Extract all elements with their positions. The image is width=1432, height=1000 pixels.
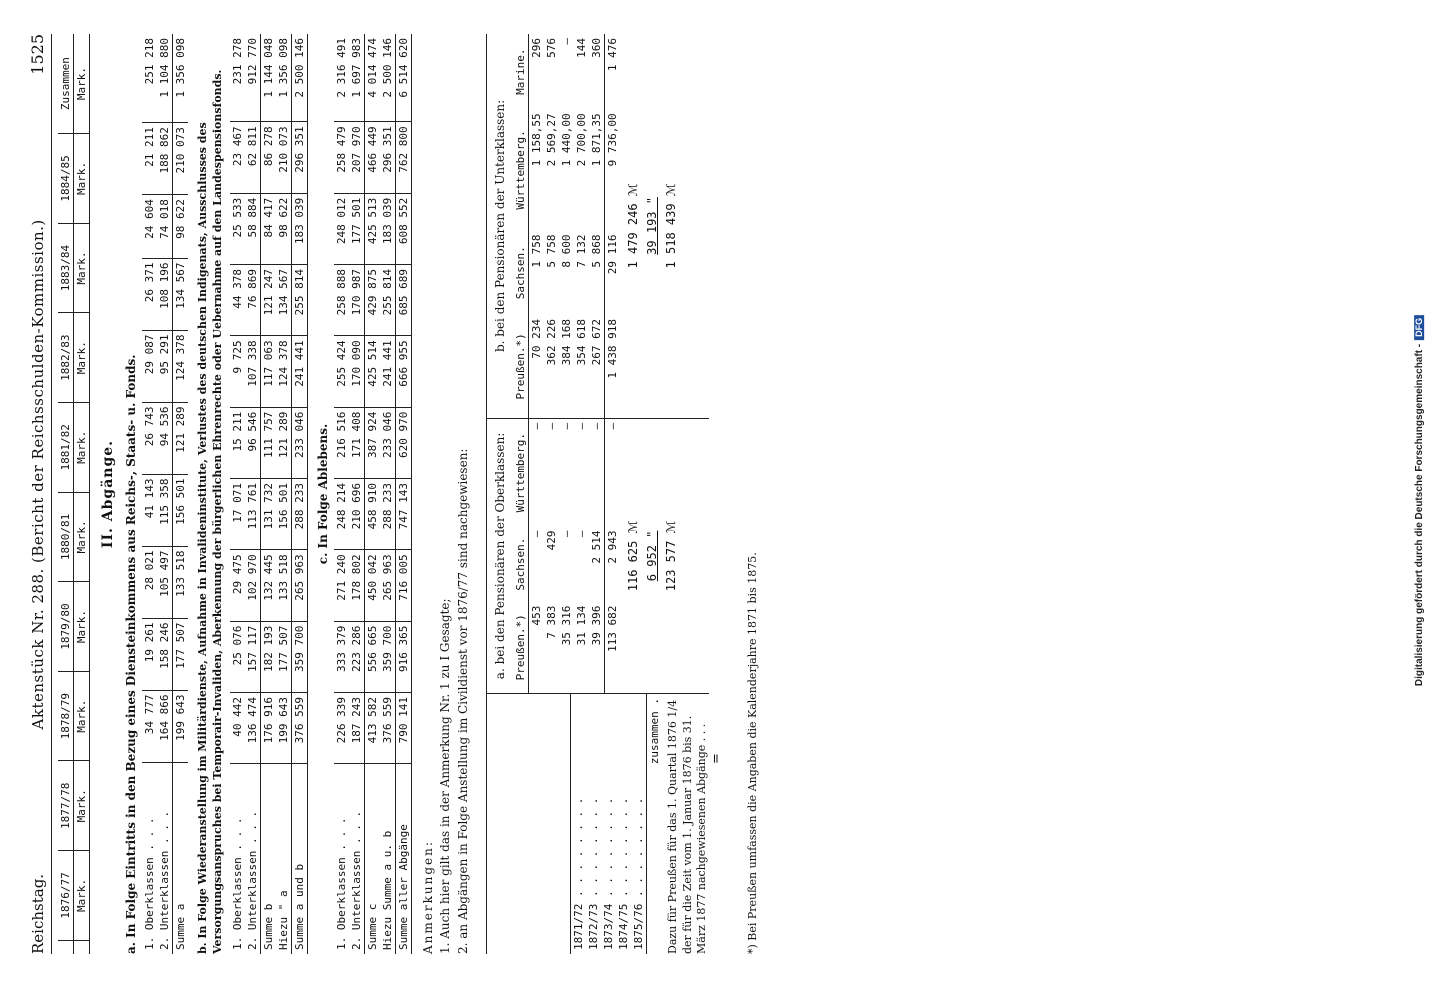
value-cell: 288 233	[380, 479, 396, 550]
pension-row	[559, 34, 574, 418]
value-cell: 466 449	[365, 122, 381, 193]
row-label: 2. Unterklassen . . .	[246, 810, 260, 950]
value-cell: 413 582	[365, 693, 381, 764]
year-header-cell: 1882/83	[58, 313, 74, 403]
value-cell: 133 518	[173, 546, 189, 618]
value-cell: 86 278	[261, 122, 277, 193]
footnote: *) Bei Preußen umfassen die Angaben die Kalenderjahre 1871 bis 1875.	[746, 552, 760, 954]
pension-year-label: 1872/73 . . . . . . . .	[587, 797, 601, 950]
pension-col-header: Württemberg.	[513, 419, 529, 527]
pension-year-label: 1874/75 . . . . . . . .	[617, 797, 631, 950]
value-cell: 1 356 098	[173, 34, 189, 123]
value-cell: 121 247	[261, 265, 277, 336]
value-cell: 40 442	[230, 693, 245, 764]
pension-row	[574, 34, 589, 418]
value-cell: 2 500 146	[292, 34, 308, 122]
part-b-title: b. In Folge Wiederanstellung im Militärdienste, Aufnahme in Invalideninstitute, Verlustes des deutschen Indigenats, Ausschlusses des Versorgungsanspruches bei Temporair-Invaliden, Aberkennung der bürgerlichen Ehrenrechte oder Uebernahme auf den Landespensionsfonds.	[196, 69, 225, 954]
value-cell: 790 141	[396, 693, 412, 764]
pension-cell: —	[529, 422, 543, 430]
pension-year-label: 1871/72 . . . . . . . .	[572, 797, 586, 950]
value-cell: 187 243	[349, 693, 365, 764]
pension-year-label: 1875/76 . . . . . . . .	[632, 797, 646, 950]
value-cell: 158 246	[157, 618, 173, 690]
year-header-cell: 1884/85	[58, 134, 74, 224]
pension-a-column	[487, 419, 709, 694]
pension-col-header: Marine.	[513, 34, 529, 109]
pension-row	[559, 419, 574, 693]
row-label: Hiezu Summe a u. b	[381, 830, 395, 950]
value-cell: 15 211	[230, 407, 245, 478]
pension-sum-label: zusammen .	[647, 694, 663, 954]
pension-cell: 35 316	[559, 605, 573, 646]
table-row	[334, 34, 349, 954]
year-header-cell: 1876/77	[58, 851, 74, 941]
value-cell: 136 474	[245, 693, 261, 764]
value-cell: 271 240	[334, 550, 349, 621]
row-label: Summe b	[261, 764, 277, 954]
value-cell: 258 479	[334, 122, 349, 193]
value-cell: 199 643	[173, 690, 189, 762]
value-cell: 23 467	[230, 122, 245, 193]
value-cell: 170 987	[349, 265, 365, 336]
pension-cell: 360	[589, 38, 603, 58]
pension-year-row	[571, 694, 587, 954]
value-cell: 265 963	[292, 550, 308, 621]
value-cell: 608 552	[396, 193, 412, 264]
value-cell: 95 291	[157, 330, 173, 402]
unit-header-cell: Mark.	[74, 851, 90, 941]
unit-header-cell: Mark.	[74, 403, 90, 493]
unit-header-cell: Mark.	[74, 223, 90, 313]
pension-cell: —	[559, 422, 573, 430]
pension-a-title: a. bei den Pensionären der Oberklassen:	[493, 432, 508, 680]
header-left: Reichstag.	[29, 873, 47, 954]
pension-header-row	[513, 34, 529, 418]
pension-cell: 7 132	[574, 234, 588, 268]
pension-b-dazu: 39 193 "	[645, 197, 660, 255]
row-label: Summe a	[173, 762, 189, 954]
pension-col-header: Württemberg.	[513, 109, 529, 230]
table-row	[230, 34, 245, 954]
value-cell: 241 441	[292, 336, 308, 407]
value-cell: 24 604	[142, 195, 157, 258]
pension-a-total: 116 625 ℳ	[625, 520, 640, 592]
part-a-table	[142, 34, 188, 954]
pension-year-label: 1873/74 . . . . . . . .	[602, 797, 616, 950]
value-cell: 620 970	[396, 407, 412, 478]
value-cell: 210 696	[349, 479, 365, 550]
pension-sum-cell: 1 476	[604, 34, 620, 109]
value-cell: 296 351	[292, 122, 308, 193]
value-cell: 29 087	[142, 330, 157, 402]
value-cell: 762 800	[396, 122, 412, 193]
value-cell: 182 193	[261, 621, 277, 692]
table-row	[245, 34, 261, 954]
sum-row	[173, 34, 189, 954]
pension-cell: 2 700,00	[574, 113, 588, 167]
total-row	[396, 34, 412, 954]
pension-year-row	[586, 694, 601, 954]
pension-cell: —	[574, 530, 588, 538]
value-cell: 183 039	[292, 193, 308, 264]
year-header-cell: 1877/78	[58, 761, 74, 851]
value-cell: 115 358	[157, 474, 173, 546]
value-cell: 132 445	[261, 550, 277, 621]
value-cell: 9 725	[230, 336, 245, 407]
pension-cell: —	[559, 530, 573, 538]
value-cell: 248 214	[334, 479, 349, 550]
pension-year-row	[601, 694, 616, 954]
table-row	[157, 34, 173, 954]
year-header-label	[58, 940, 74, 954]
pension-sum-cell: 2 943	[604, 527, 620, 602]
unit-header-cell: Mark.	[74, 134, 90, 224]
pension-b-totals	[624, 34, 682, 418]
value-cell: 376 559	[292, 693, 308, 764]
part-c-table	[334, 34, 412, 954]
pension-years-column	[487, 694, 709, 954]
page-number: 1525	[28, 34, 47, 75]
value-cell: 62 811	[245, 122, 261, 193]
value-cell: 359 700	[292, 621, 308, 692]
value-cell: 376 559	[380, 693, 396, 764]
value-cell: 157 117	[245, 621, 261, 692]
value-cell: 916 365	[396, 621, 412, 692]
note-1: 1. Auch hier gilt das in der Anmerkung Nr. 1 zu I Gesagte;	[438, 598, 453, 954]
pensions-block	[486, 34, 709, 954]
year-header-cell: 1878/79	[58, 671, 74, 761]
year-header-cell: Zusammen	[58, 34, 74, 134]
value-cell: 666 955	[396, 336, 412, 407]
value-cell: 1 697 983	[349, 34, 365, 122]
unit-header-cell: Mark.	[74, 34, 90, 134]
pension-cell: 31 134	[574, 605, 588, 646]
value-cell: 96 546	[245, 407, 261, 478]
pension-sum-row	[604, 34, 620, 418]
value-cell: 912 770	[245, 34, 261, 122]
value-cell: 233 046	[380, 407, 396, 478]
pension-cell: 70 234	[529, 319, 543, 359]
unit-header-row	[74, 34, 90, 954]
row-label: Summe aller Abgänge	[396, 764, 412, 954]
value-cell: 34 777	[142, 690, 157, 762]
pension-cell: 2 514	[589, 530, 603, 564]
value-cell: 387 924	[365, 407, 381, 478]
value-cell: 359 700	[380, 621, 396, 692]
value-cell: 156 501	[276, 479, 292, 550]
year-header-cell: 1880/81	[58, 492, 74, 582]
value-cell: 113 761	[245, 479, 261, 550]
notes	[420, 34, 472, 954]
value-cell: 177 507	[173, 618, 189, 690]
value-cell: 223 286	[349, 621, 365, 692]
pension-header-row	[513, 419, 529, 693]
value-cell: 107 338	[245, 336, 261, 407]
sum-row	[261, 34, 277, 954]
value-cell: 199 643	[276, 693, 292, 764]
pension-b-table	[513, 34, 620, 418]
pension-cell: —	[589, 422, 603, 430]
value-cell: 188 862	[157, 123, 173, 195]
hiezu-row	[276, 34, 292, 954]
unit-header-cell: Mark.	[74, 582, 90, 672]
year-header-table	[58, 34, 90, 954]
value-cell: 19 261	[142, 618, 157, 690]
pension-cell: 384 168	[559, 319, 573, 366]
value-cell: 177 507	[276, 621, 292, 692]
value-cell: 76 869	[245, 265, 261, 336]
value-cell: 29 475	[230, 550, 245, 621]
row-label: 1. Oberklassen . . .	[231, 817, 245, 950]
value-cell: 288 233	[292, 479, 308, 550]
row-label: 1. Oberklassen . . .	[143, 817, 157, 950]
pension-a-table	[513, 419, 620, 693]
value-cell: 25 076	[230, 621, 245, 692]
value-cell: 255 424	[334, 336, 349, 407]
value-cell: 156 501	[173, 474, 189, 546]
pension-cell: —	[529, 530, 543, 538]
value-cell: 98 622	[276, 193, 292, 264]
value-cell: 210 073	[276, 122, 292, 193]
value-cell: 121 289	[276, 407, 292, 478]
value-cell: 44 378	[230, 265, 245, 336]
value-cell: 111 757	[261, 407, 277, 478]
value-cell: 84 417	[261, 193, 277, 264]
pension-year-row	[631, 694, 647, 954]
value-cell: 233 046	[292, 407, 308, 478]
value-cell: 121 289	[173, 402, 189, 474]
row-label: Summe a und b	[292, 764, 308, 954]
pension-row	[589, 34, 605, 418]
year-header-cell: 1883/84	[58, 223, 74, 313]
value-cell: 98 622	[173, 195, 189, 258]
value-cell: 231 278	[230, 34, 245, 122]
value-cell: 25 533	[230, 193, 245, 264]
value-cell: 255 814	[380, 265, 396, 336]
year-header-cell: 1879/80	[58, 582, 74, 672]
value-cell: 134 567	[276, 265, 292, 336]
row-label: Summe c	[365, 764, 381, 954]
value-cell: 171 408	[349, 407, 365, 478]
part-c-title: c. In Folge Ablebens.	[316, 423, 331, 565]
value-cell: 41 143	[142, 474, 157, 546]
pension-sum-row	[604, 419, 620, 693]
value-cell: 296 351	[380, 122, 396, 193]
pension-cell: 1 158,55	[529, 113, 543, 167]
value-cell: 685 689	[396, 265, 412, 336]
value-cell: 716 005	[396, 550, 412, 621]
pension-a-grand-total: 123 577 ℳ	[664, 520, 679, 592]
pension-cell: 5 758	[544, 234, 558, 268]
value-cell: 255 814	[292, 265, 308, 336]
year-header-cell: 1881/82	[58, 403, 74, 493]
value-cell: 1 356 098	[276, 34, 292, 122]
value-cell: 207 970	[349, 122, 365, 193]
value-cell: 131 732	[261, 479, 277, 550]
value-cell: 26 371	[142, 258, 157, 330]
value-cell: 28 021	[142, 546, 157, 618]
pension-cell: 5 868	[589, 234, 603, 268]
equals-sign: =	[709, 753, 725, 764]
pension-cell: 144	[574, 38, 588, 58]
value-cell: 74 018	[157, 195, 173, 258]
value-cell: 164 866	[157, 690, 173, 762]
value-cell: 429 875	[365, 265, 381, 336]
pension-col-header: Sachsen.	[513, 231, 529, 315]
value-cell: 265 963	[380, 550, 396, 621]
value-cell: 210 073	[173, 123, 189, 195]
note-2: 2. an Abgängen in Folge Anstellung im Civildienst vor 1876/77 sind nachgewiesen:	[455, 448, 470, 954]
pension-cell: 453	[529, 605, 543, 626]
value-cell: 241 441	[380, 336, 396, 407]
pension-cell: 1 758	[529, 234, 543, 268]
pension-cell: 267 672	[589, 319, 603, 366]
value-cell: 26 743	[142, 402, 157, 474]
value-cell: 4 014 474	[365, 34, 381, 122]
part-a-title: a. In Folge Eintritts in den Bezug eines Diensteinkommens aus Reichs-, Staats- u. Fonds.	[124, 354, 139, 954]
pension-sum-cell: —	[604, 419, 620, 527]
unit-header-cell: Mark.	[74, 761, 90, 851]
pension-years-table	[555, 694, 662, 954]
header-title: Aktenstück Nr. 288. (Bericht der Reichsschulden-Kommission.)	[29, 219, 47, 730]
section-title: II. Abgänge.	[100, 439, 117, 549]
value-cell: 102 970	[245, 550, 261, 621]
pension-col-header: Preußen.*)	[513, 602, 529, 693]
pension-cell: 1 871,35	[589, 113, 603, 167]
notes-heading: Anmerkungen:	[421, 840, 436, 954]
pension-a-dazu: 6 952 "	[645, 530, 660, 582]
value-cell: 425 513	[365, 193, 381, 264]
sum-row	[365, 34, 381, 954]
value-cell: 124 378	[173, 330, 189, 402]
row-label: 2. Unterklassen . . .	[158, 810, 172, 950]
sidebar-note-text: Digitalisierung gefördert durch die Deutsche Forschungsgemeinschaft -	[1414, 343, 1426, 686]
value-cell: 134 567	[173, 258, 189, 330]
pension-sum-cell: 1 438 918	[604, 315, 620, 418]
pension-b-column	[487, 34, 709, 419]
row-label: 2. Unterklassen . . .	[350, 810, 364, 950]
pension-sum-cell: 29 116	[604, 231, 620, 315]
value-cell: 21 211	[142, 123, 157, 195]
pension-row	[528, 34, 544, 418]
pension-row	[574, 419, 589, 693]
unit-header-cell: Mark.	[74, 313, 90, 403]
pension-cell: 7 383	[544, 605, 558, 639]
value-cell: 108 196	[157, 258, 173, 330]
value-cell: 1 144 048	[261, 34, 277, 122]
pension-cell: 8 600	[559, 234, 573, 268]
pension-cell: 429	[544, 530, 558, 551]
pension-cell: —	[544, 422, 558, 430]
pension-a-totals	[624, 419, 682, 693]
pension-col-header: Preußen.*)	[513, 315, 529, 418]
value-cell: 556 665	[365, 621, 381, 692]
pension-sum-cell: 9 736,00	[604, 109, 620, 230]
unit-header-label	[74, 940, 90, 954]
value-cell: 94 536	[157, 402, 173, 474]
pension-cell: 576	[544, 38, 558, 58]
value-cell: 2 500 146	[380, 34, 396, 122]
pension-row	[544, 34, 559, 418]
value-cell: 178 802	[349, 550, 365, 621]
sidebar-note	[1408, 0, 1432, 1000]
dfg-logo: DFG	[1415, 314, 1425, 339]
value-cell: 176 916	[261, 693, 277, 764]
pension-year-row	[616, 694, 631, 954]
value-cell: 258 888	[334, 265, 349, 336]
value-cell: 450 042	[365, 550, 381, 621]
pension-cell: 39 396	[589, 605, 603, 646]
value-cell: 124 378	[276, 336, 292, 407]
table-row	[349, 34, 365, 954]
running-head	[28, 34, 52, 954]
value-cell: 747 143	[396, 479, 412, 550]
pension-cell: —	[574, 422, 588, 430]
table-row	[142, 34, 157, 954]
value-cell: 333 379	[334, 621, 349, 692]
pension-cell: 1 440,00	[559, 113, 573, 167]
pension-cell: 296	[529, 38, 543, 58]
value-cell: 177 501	[349, 193, 365, 264]
pension-cell: 362 226	[544, 319, 558, 366]
pension-cell: 354 618	[574, 319, 588, 366]
value-cell: 17 071	[230, 479, 245, 550]
value-cell: 216 516	[334, 407, 349, 478]
row-label: Hiezu " a	[277, 890, 291, 950]
pension-col-header: Sachsen.	[513, 527, 529, 602]
pension-b-title: b. bei den Pensionären der Unterklassen:	[493, 99, 508, 353]
pension-row	[589, 419, 605, 693]
pension-row	[528, 419, 544, 693]
value-cell: 2 316 491	[334, 34, 349, 122]
pension-b-total: 1 479 246 ℳ	[625, 183, 640, 269]
row-label: 1. Oberklassen . . .	[335, 817, 349, 950]
value-cell: 6 514 620	[396, 34, 412, 122]
pension-cell: —	[559, 38, 573, 45]
value-cell: 226 339	[334, 693, 349, 764]
value-cell: 133 518	[276, 550, 292, 621]
pension-cell: 2 569,27	[544, 113, 558, 167]
hiezu-row	[380, 34, 396, 954]
value-cell: 105 497	[157, 546, 173, 618]
value-cell: 183 039	[380, 193, 396, 264]
unit-header-cell: Mark.	[74, 492, 90, 582]
value-cell: 425 514	[365, 336, 381, 407]
year-header-row	[58, 34, 74, 954]
pension-sum-cell: 113 682	[604, 602, 620, 693]
value-cell: 248 012	[334, 193, 349, 264]
value-cell: 170 090	[349, 336, 365, 407]
value-cell: 58 884	[245, 193, 261, 264]
part-b-table	[230, 34, 308, 954]
value-cell: 1 104 880	[157, 34, 173, 123]
unit-header-cell: Mark.	[74, 671, 90, 761]
pension-b-grand-total: 1 518 439 ℳ	[664, 183, 679, 269]
value-cell: 251 218	[142, 34, 157, 123]
dazu-text: Dazu für Preußen für das 1. Quartal 1876 1/4 der für die Zeit vom 1. Januar 1876 bis 31. März 1877 nachgewiesenen Abgänge . . .	[666, 699, 708, 954]
value-cell: 458 910	[365, 479, 381, 550]
value-cell: 117 063	[261, 336, 277, 407]
total-row	[292, 34, 308, 954]
pension-row	[544, 419, 559, 693]
